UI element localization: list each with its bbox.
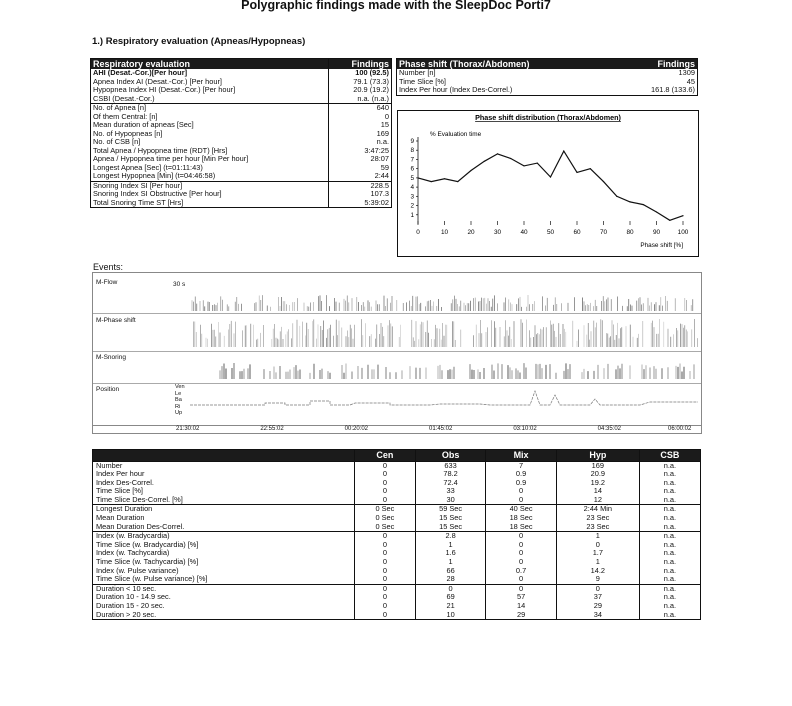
resp-row-label: Total Snoring Time ST [Hrs] [93,197,184,207]
resp-row-label: Snoring Index SI [Per hour] [91,181,329,190]
bottom-row-value: 14.2 [556,567,639,576]
resp-row-value: 5:39:02 [328,199,391,208]
bottom-row-value: 1 [415,541,485,550]
chart-point [484,161,485,162]
phase-trace [190,313,700,351]
chart-xtick-label: 100 [677,229,689,236]
bottom-row-label: Time Slice Des-Correl. [%] [96,494,183,504]
bottom-row-value: 57 [486,593,556,602]
lane-label-phase: M-Phase shift [96,317,136,324]
bottom-row-label: Duration < 10 sec. [93,584,355,593]
bottom-table-row [93,505,701,514]
bottom-table-row [93,593,701,602]
bottom-row-value: n.a. [639,514,700,523]
chart-point [629,201,630,202]
phase-row-label: Index Per hour (Index Des-Correl.) [399,85,513,94]
bottom-row-value: 0.9 [486,470,556,479]
position-level-label: Ven [175,384,185,390]
bottom-row-value: n.a. [639,575,700,584]
bottom-row-value: n.a. [639,470,700,479]
chart-point [444,178,445,179]
resp-row [91,172,392,181]
chart-point [576,172,577,173]
phase-row-value: 1309 [678,68,695,77]
bottom-row-value: 0 [355,584,416,593]
position-level-label: Up [175,410,183,416]
bottom-row-value: 1 [556,558,639,567]
bottom-row-label: Longest Duration [93,505,355,514]
bottom-column-header: Mix [486,450,556,462]
chart-point [563,151,564,152]
chart-ytick-label: 7 [410,156,414,164]
time-label: 03:10:02 [513,426,537,432]
resp-row-label: Mean duration of apneas [Sec] [93,120,194,129]
resp-row-label: Total Apnea / Hypopnea time (RDT) [Hrs] [93,145,228,155]
resp-findings-header: Findings [328,59,391,70]
bottom-table-row [93,602,701,611]
chart-point [457,181,458,182]
bottom-row-value: 7 [486,461,556,470]
events-label: Events: [93,262,124,272]
bottom-table-row [93,575,701,584]
bottom-row-value: 28 [415,575,485,584]
bottom-row-value: 21 [415,602,485,611]
lane-label-position: Position [96,386,120,393]
bottom-row-value: 0 [355,487,416,496]
time-label: 06:00:02 [668,426,692,432]
bottom-row-value: 30 [415,496,485,505]
chart-xtick-label: 70 [599,229,608,236]
chart-point [590,168,591,169]
bottom-row-value: 0 [355,602,416,611]
resp-row-value: 79.1 (73.3) [328,78,391,87]
resp-row [91,199,392,208]
bottom-row-value: 0.9 [486,479,556,488]
bottom-column-header: Obs [415,450,485,462]
resp-row-label: No. of Hypopneas [n] [93,128,163,138]
bottom-row-value: n.a. [639,487,700,496]
bottom-table-row [93,470,701,479]
bottom-row-value: 23 Sec [556,514,639,523]
resp-row-value: 228.5 [328,181,391,190]
resp-row-value: 640 [328,104,391,113]
chart-xlabel: Phase shift [%] [640,242,683,249]
bottom-row-value: 69 [415,593,485,602]
lane-phase-shift [93,313,701,352]
resp-row-value: n.a. [328,138,391,147]
bottom-row-value: n.a. [639,461,700,470]
chart-ytick-label: 5 [410,174,414,182]
bottom-row-value: 0 [355,470,416,479]
bottom-row-value: 72.4 [415,479,485,488]
position-trace [190,383,700,425]
chart-ytick-label: 9 [410,138,414,145]
chart-ytick-label: 2 [410,202,414,210]
lane-flow [93,273,701,314]
resp-header: Respiratory evaluation [91,59,329,70]
bottom-row-value: 0 [355,479,416,488]
bottom-row-value: 2:44 Min [556,505,639,514]
bottom-table-row [93,479,701,488]
position-levels [175,384,191,417]
bottom-column-header: Hyp [556,450,639,462]
event-type-table [92,449,701,620]
bottom-table-row [93,523,701,532]
bottom-row-label: Index Per hour [96,469,145,479]
bottom-row-value: 29 [486,611,556,620]
bottom-row-value: 1.6 [415,549,485,558]
bottom-row-value: n.a. [639,611,700,620]
bottom-row-label: Index Des-Correl. [96,477,154,487]
bottom-row-value: 19.2 [556,479,639,488]
bottom-row-value: 0 [355,549,416,558]
bottom-column-header: Cen [355,450,416,462]
bottom-row-value: 20.9 [556,470,639,479]
lane-position [93,383,701,425]
bottom-row-value: 15 Sec [415,514,485,523]
bottom-row-value: n.a. [639,584,700,593]
time-axis [93,425,701,434]
phase-row-value: 161.8 (133.6) [651,85,695,94]
bottom-row-value: 29 [556,602,639,611]
bottom-row-value: 23 Sec [556,523,639,532]
bottom-row-label: Number [93,461,355,470]
bottom-table-row [93,461,701,470]
bottom-table-row [93,611,701,620]
bottom-row-value: 0 [486,541,556,550]
bottom-row-value: 633 [415,461,485,470]
bottom-row-value: 18 Sec [486,514,556,523]
chart-point [603,181,604,182]
bottom-column-header: CSB [639,450,700,462]
chart-point [470,170,471,171]
bottom-table-row [93,584,701,593]
phase-findings-header: Findings [618,59,698,70]
bottom-row-value: 0.7 [486,567,556,576]
lane-label-snoring: M-Snoring [96,354,126,361]
chart-title: Phase shift distribution (Thorax/Abdomen) [475,113,621,122]
chart-point [497,153,498,154]
resp-row-value: 0 [328,113,391,122]
bottom-row-value: 37 [556,593,639,602]
time-label: 21:30:02 [176,426,200,432]
position-level-label: Le [175,390,182,397]
bottom-row-value: 33 [415,487,485,496]
chart-xtick-label: 30 [493,229,502,236]
section-title: 1.) Respiratory evaluation (Apneas/Hypopneas) [92,36,306,47]
bottom-row-value: 169 [556,461,639,470]
lane-label-flow: M-Flow [96,279,118,286]
bottom-row-value: 0 [355,558,416,567]
bottom-row-value: 0 [486,558,556,567]
chart-ytick-label: 4 [410,184,414,192]
bottom-row-label: Duration 10 - 14.9 sec. [96,592,171,602]
bottom-row-value: 40 Sec [486,505,556,514]
bottom-row-value: 0 [355,567,416,576]
bottom-row-label: Index (w. Tachycardia) [96,548,170,558]
bottom-row-value: 0 [486,575,556,584]
bottom-row-value: 15 Sec [415,523,485,532]
resp-row-label: AHI (Desat.-Cor.)[Per hour] [93,68,188,77]
chart-point [417,177,418,178]
bottom-row-label: Index (w. Pulse variance) [96,565,179,575]
bottom-row-value: 0 [355,461,416,470]
bottom-table-row [93,558,701,567]
bottom-row-value: 0 [355,532,416,541]
chart-ylabel: % Evaluation time [430,131,482,138]
resp-row-label: CSBI (Desat.-Cor.) [93,93,155,103]
resp-row-label: Longest Apnea [Sec] (t=01:11:43) [93,162,203,172]
resp-row-value: 169 [328,130,391,139]
resp-row-label: Apnea Index AI (Desat.-Cor.) [Per hour] [93,76,222,86]
resp-row-value: 20.9 (19.2) [328,86,391,95]
chart-ytick-label: 6 [410,165,414,173]
bottom-row-value: 1.7 [556,549,639,558]
chart-xtick-label: 60 [573,229,581,236]
chart-point [682,215,683,216]
bottom-row-value: 0 [486,487,556,496]
bottom-row-label: Time Slice (w. Bradycardia) [%] [96,539,199,549]
phase-header-row [397,59,698,70]
bottom-row-value: n.a. [639,549,700,558]
bottom-row-value: 0 [486,496,556,505]
events-panel [92,272,702,434]
resp-row-value: 107.3 [328,190,391,199]
bottom-row-value: n.a. [639,479,700,488]
bottom-row-value: 14 [486,602,556,611]
bottom-row-value: n.a. [639,505,700,514]
bottom-table-row [93,487,701,496]
phase-row-label: Number [n] [399,68,436,77]
bottom-row-label: Mean Duration [96,513,145,523]
phase-header: Phase shift (Thorax/Abdomen) [397,59,618,70]
bottom-row-value: 59 Sec [415,505,485,514]
bottom-row-value: n.a. [639,523,700,532]
bottom-row-value: 1 [556,532,639,541]
bottom-row-value: 0 [355,611,416,620]
chart-xtick-label: 40 [520,229,528,236]
bottom-row-label: Time Slice (w. Pulse variance) [%] [96,574,208,584]
resp-row-label: Hypopnea Index HI (Desat.-Cor.) [Per hour] [93,85,236,94]
resp-row-value: 2:44 [328,172,391,181]
position-level-label: Ba [175,397,182,403]
bottom-row-value: 34 [556,611,639,620]
flow-trace [190,273,700,313]
bottom-row-value: 0 [486,549,556,558]
chart-point [643,204,644,205]
resp-row-label: No. of Apnea [n] [91,104,329,113]
bottom-row-value: 0 [415,584,485,593]
bottom-row-value: 0 [355,575,416,584]
bottom-row-value: n.a. [639,496,700,505]
bottom-row-value: 18 Sec [486,523,556,532]
bottom-row-value: n.a. [639,541,700,550]
bottom-row-value: 0 [355,593,416,602]
position-level-label: Ri [175,403,181,410]
bottom-row-label: Duration 15 - 20 sec. [96,601,165,610]
phase-shift-table [396,58,698,96]
chart-series-line [418,151,683,220]
phase-row [397,86,698,95]
bottom-row-value: 12 [556,496,639,505]
resp-row-label: Apnea / Hypopnea time per hour [Min Per hour] [93,154,249,163]
bottom-row-value: n.a. [639,532,700,541]
chart-point [669,220,670,221]
resp-row-value: 28:07 [328,155,391,164]
bottom-row-value: 66 [415,567,485,576]
bottom-row-label: Duration > 20 sec. [96,609,157,619]
bottom-row-value: 0 [486,532,556,541]
bottom-row-value: n.a. [639,602,700,611]
resp-row-value: n.a. (n.a.) [328,95,391,104]
bottom-row-label: Index (w. Bradycardia) [93,532,355,541]
resp-row-label: Of them Central: [n] [93,111,158,121]
chart-xtick-label: 10 [440,229,449,236]
phase-shift-chart-svg [398,111,698,256]
bottom-row-value: 0 [486,584,556,593]
bottom-row-value: 1 [415,558,485,567]
time-label: 01:45:02 [429,426,453,432]
bottom-row-value: 0 [355,541,416,550]
chart-point [510,158,511,159]
time-label: 22:55:02 [260,426,284,432]
bottom-row-value: 14 [556,487,639,496]
resp-row-label: Longest Hypopnea [Min] (t=04:46:58) [93,171,216,180]
resp-row-value: 100 (92.5) [328,69,391,78]
bottom-row-value: 0 [556,584,639,593]
lane-snoring [93,351,701,384]
bottom-row-value: 0 Sec [355,514,416,523]
chart-point [523,165,524,166]
resp-row-label: Snoring Index SI Obstructive [Per hour] [93,189,222,198]
chart-xtick-label: 80 [626,229,634,236]
resp-row-label: No. of CSB [n] [93,137,141,146]
respiratory-table [90,58,392,208]
chart-point [431,181,432,182]
bottom-row-value: 9 [556,575,639,584]
bottom-row-value: 0 [355,496,416,505]
chart-ytick-label: 3 [410,193,414,201]
time-label: 04:35:02 [597,426,622,432]
bottom-row-value: 78.2 [415,470,485,479]
chart-xtick-label: 90 [652,229,661,236]
bottom-header-empty [93,450,355,462]
bottom-row-label: Time Slice [%] [96,486,143,496]
chart-point [616,196,617,197]
chart-point [550,176,551,177]
resp-row-value: 15 [328,121,391,130]
page-title: Polygraphic findings made with the SleepDoc Porti7 [241,0,551,12]
bottom-row-value: 0 [556,541,639,550]
bottom-row-value: n.a. [639,558,700,567]
bottom-row-value: 0 Sec [355,523,416,532]
bottom-row-value: 0 Sec [355,505,416,514]
bottom-row-value: n.a. [639,593,700,602]
phase-row-value: 45 [686,76,695,86]
chart-ytick-label: 8 [410,147,414,155]
phase-row-label: Time Slice [%] [399,76,446,86]
snoring-trace [190,351,700,383]
chart-point [656,211,657,212]
bottom-row-value: 2.8 [415,532,485,541]
chart-xtick-label: 50 [546,229,555,236]
flow-scale-label: 30 s [173,281,186,288]
time-label: 00:20:02 [344,426,369,432]
resp-row-value: 59 [328,164,391,173]
chart-xtick-label: 0 [416,229,420,236]
bottom-row-label: Time Slice (w. Tachycardia) [%] [96,557,199,567]
chart-ytick-label: 1 [410,211,414,219]
resp-row-value: 3:47:25 [328,147,391,156]
bottom-table-row [93,541,701,550]
phase-shift-chart [397,110,699,257]
chart-point [537,163,538,164]
chart-xtick-label: 20 [467,229,475,236]
bottom-row-label: Mean Duration Des-Correl. [96,521,185,531]
bottom-row-value: 10 [415,611,485,620]
bottom-row-value: n.a. [639,567,700,576]
